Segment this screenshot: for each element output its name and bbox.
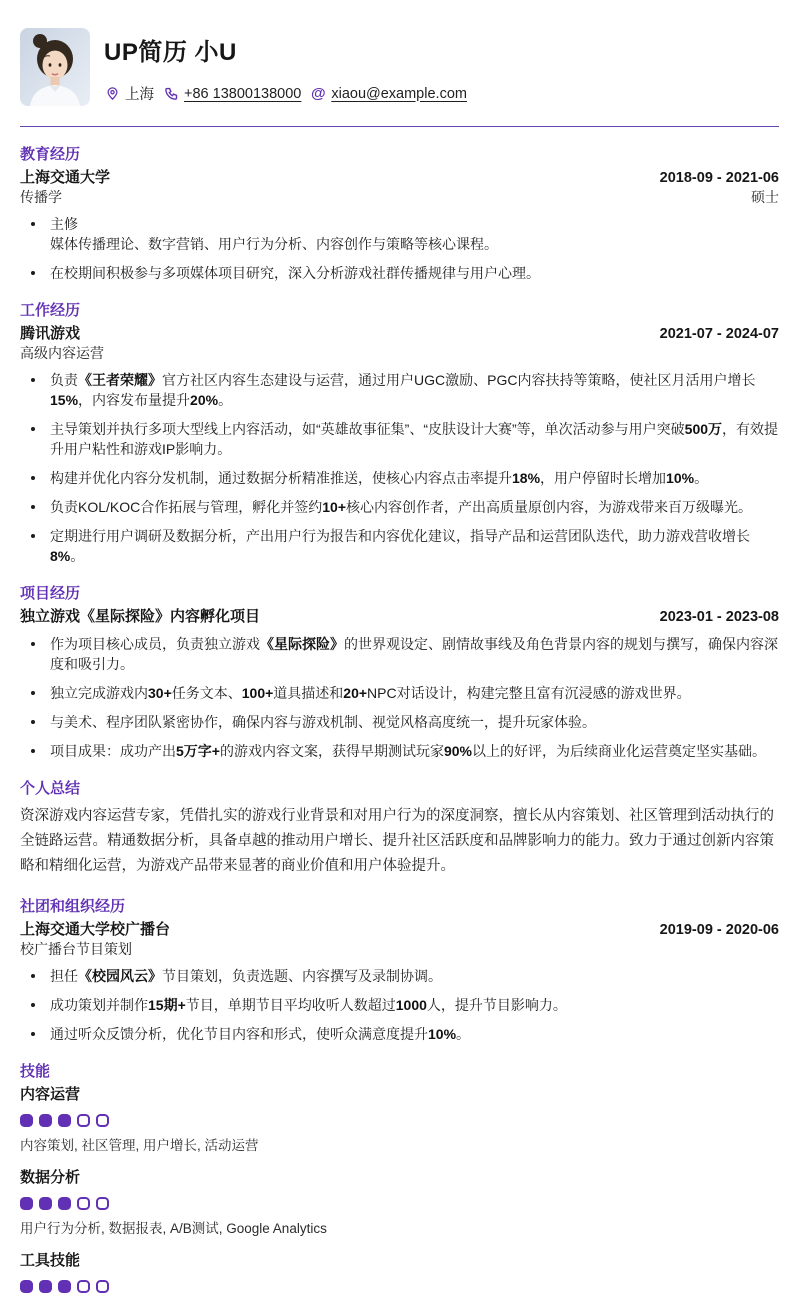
skill-level-dots <box>20 1280 779 1293</box>
phone-link[interactable]: +86 13800138000 <box>184 85 302 102</box>
skill-dot-filled-icon <box>58 1280 71 1293</box>
avatar-illustration <box>20 28 90 106</box>
skill-name: 工具技能 <box>20 1252 81 1269</box>
bullet-item: 成功策划并制作15期+节目，单期节目平均收听人数超过1000人，提升节目影响力。 <box>20 995 779 1015</box>
skill-dot-empty-icon <box>77 1280 90 1293</box>
section-heading: 教育经历 <box>20 146 81 163</box>
org-entry-sub <box>20 940 779 958</box>
work-entry-sub <box>20 344 779 362</box>
email-link[interactable]: xiaou@example.com <box>331 85 467 102</box>
skill-dot-filled-icon <box>20 1197 33 1210</box>
section-work <box>20 302 779 566</box>
bullet-item: 定期进行用户调研及数据分析，产出用户行为报告和内容优化建议，指导产品和运营团队迭代，助力游戏营收增长8%。 <box>20 526 779 566</box>
section-skills <box>20 1063 779 1293</box>
section-heading: 工作经历 <box>20 302 81 319</box>
work-entry-head <box>20 324 779 343</box>
org-name: 上海交通大学校广播台 <box>20 921 171 938</box>
candidate-name: UP简历 小U <box>104 39 237 66</box>
skill-level-dots <box>20 1114 779 1127</box>
org-bullets <box>20 966 779 1044</box>
degree: 硕士 <box>751 189 779 205</box>
resume-header <box>20 28 779 106</box>
project-title: 独立游戏《星际探险》内容孵化项目 <box>20 608 261 625</box>
skill-dot-filled-icon <box>39 1280 52 1293</box>
project-date: 2023-01 - 2023-08 <box>659 609 779 625</box>
location-text: 上海 <box>125 87 154 103</box>
education-date: 2018-09 - 2021-06 <box>659 170 779 186</box>
skill-dot-filled-icon <box>58 1114 71 1127</box>
work-bullets <box>20 370 779 566</box>
skill-dot-filled-icon <box>20 1280 33 1293</box>
major: 传播学 <box>20 189 62 205</box>
skill-dot-filled-icon <box>20 1114 33 1127</box>
bullet-item: 通过听众反馈分析，优化节目内容和形式，使听众满意度提升10%。 <box>20 1024 779 1044</box>
org-role: 校广播台节目策划 <box>20 941 132 957</box>
skill-dot-filled-icon <box>39 1114 52 1127</box>
bullet-item: 项目成果：成功产出5万字+的游戏内容文案，获得早期测试玩家90%以上的好评，为后续商业化运营奠定坚实基础。 <box>20 741 779 761</box>
section-project <box>20 585 779 761</box>
skill-name: 数据分析 <box>20 1169 81 1186</box>
section-summary <box>20 780 779 879</box>
bullet-item: 担任《校园风云》节目策划，负责选题、内容撰写及录制协调。 <box>20 966 779 986</box>
bullet-item: 作为项目核心成员，负责独立游戏《星际探险》的世界观设定、剧情故事线及角色背景内容的规划与撰写，确保内容深度和吸引力。 <box>20 634 779 674</box>
bullet-item: 主修 媒体传播理论、数字营销、用户行为分析、内容创作与策略等核心课程。 <box>20 214 779 254</box>
section-heading: 社团和组织经历 <box>20 898 126 915</box>
bullet-item: 主导策划并执行多项大型线上内容活动，如“英雄故事征集”、“皮肤设计大赛”等，单次活动参与用户突破500万，有效提升用户粘性和游戏IP影响力。 <box>20 419 779 459</box>
header-info <box>104 28 467 104</box>
phone-icon <box>163 86 179 102</box>
skill-group <box>20 1251 779 1293</box>
skill-dot-empty-icon <box>77 1197 90 1210</box>
location-pin-icon <box>104 86 120 102</box>
header-divider <box>20 126 779 127</box>
section-education <box>20 146 779 283</box>
bullet-item: 与美术、程序团队紧密协作，确保内容与游戏机制、视觉风格高度统一，提升玩家体验。 <box>20 712 779 732</box>
skill-dot-empty-icon <box>77 1114 90 1127</box>
education-bullets <box>20 214 779 283</box>
skill-dot-empty-icon <box>96 1280 109 1293</box>
bullet-item: 构建并优化内容分发机制，通过数据分析精准推送，使核心内容点击率提升18%，用户停留时长增加10%。 <box>20 468 779 488</box>
bullet-item: 独立完成游戏内30+任务文本、100+道具描述和20+NPC对话设计，构建完整且富有沉浸感的游戏世界。 <box>20 683 779 703</box>
education-entry-head <box>20 168 779 187</box>
section-heading: 项目经历 <box>20 585 81 602</box>
skill-tags: 内容策划, 社区管理, 用户增长, 活动运营 <box>20 1138 259 1153</box>
company-name: 腾讯游戏 <box>20 325 81 342</box>
education-entry-sub <box>20 188 779 206</box>
skill-dot-empty-icon <box>96 1114 109 1127</box>
school-name: 上海交通大学 <box>20 169 111 186</box>
org-entry-head <box>20 920 779 939</box>
skill-level-dots <box>20 1197 779 1210</box>
project-entry-head <box>20 607 779 626</box>
org-date: 2019-09 - 2020-06 <box>659 922 779 938</box>
avatar <box>20 28 90 106</box>
summary-text: 资深游戏内容运营专家，凭借扎实的游戏行业背景和对用户行为的深度洞察，擅长从内容策划、社区管理到活动执行的全链路运营。精通数据分析，具备卓越的推动用户增长、提升社区活跃度和品牌影响力的能力。致力于通过创新内容策略和精细化运营，为游戏产品带来显著的商业价值和用户体验提升。 <box>20 808 774 874</box>
bullet-item: 负责KOL/KOC合作拓展与管理，孵化并签约10+核心内容创作者，产出高质量原创内容，为游戏带来百万级曝光。 <box>20 497 779 517</box>
skill-dot-filled-icon <box>58 1197 71 1210</box>
contact-location <box>104 83 154 104</box>
bullet-item: 在校期间积极参与多项媒体项目研究，深入分析游戏社群传播规律与用户心理。 <box>20 263 779 283</box>
skill-group <box>20 1168 779 1237</box>
contact-row <box>104 83 467 104</box>
bullet-item: 负责《王者荣耀》官方社区内容生态建设与运营，通过用户UGC激励、PGC内容扶持等策略，使社区月活用户增长15%，内容发布量提升20%。 <box>20 370 779 410</box>
contact-email <box>310 86 467 102</box>
skill-tags: 用户行为分析, 数据报表, A/B测试, Google Analytics <box>20 1221 327 1236</box>
project-bullets <box>20 634 779 761</box>
section-organizations <box>20 898 779 1044</box>
skill-name: 内容运营 <box>20 1086 81 1103</box>
skill-group <box>20 1085 779 1154</box>
section-heading: 个人总结 <box>20 780 81 797</box>
skill-groups <box>20 1085 779 1293</box>
skill-dot-filled-icon <box>39 1197 52 1210</box>
work-date: 2021-07 - 2024-07 <box>659 326 779 342</box>
at-icon: @ <box>311 85 326 102</box>
job-title: 高级内容运营 <box>20 345 104 361</box>
contact-phone <box>163 86 301 102</box>
section-heading: 技能 <box>20 1063 51 1080</box>
skill-dot-empty-icon <box>96 1197 109 1210</box>
